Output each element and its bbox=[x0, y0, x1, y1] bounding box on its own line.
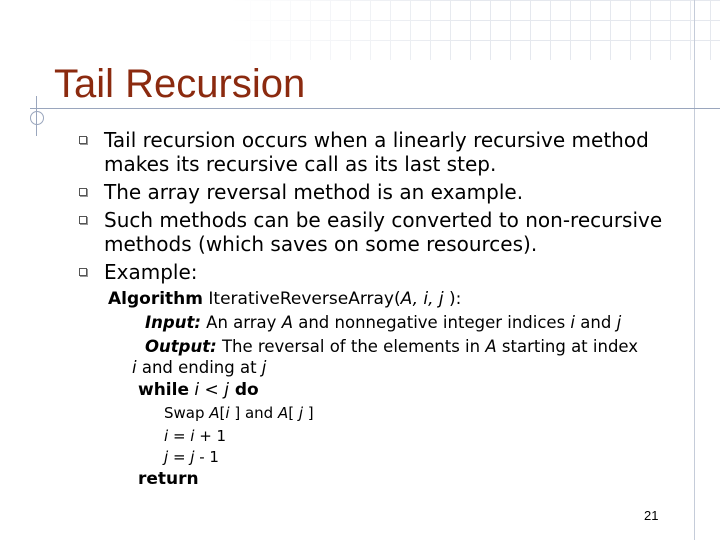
input-text: and nonnegative integer indices bbox=[292, 313, 571, 332]
return-keyword: return bbox=[138, 469, 199, 489]
bullet-text: Example: bbox=[104, 260, 198, 284]
bullet-text: The array reversal method is an example. bbox=[104, 180, 524, 204]
input-label: Input: bbox=[145, 313, 201, 332]
bullet-text: Such methods can be easily converted to non-recursive methods (which saves on some resources). bbox=[104, 208, 663, 256]
increment-var: i bbox=[164, 427, 169, 445]
decrement-var: j bbox=[190, 448, 195, 466]
algorithm-decrement-line bbox=[164, 447, 219, 467]
while-operator: < bbox=[199, 380, 225, 400]
algorithm-output-continued bbox=[132, 358, 266, 378]
decrement-op: = bbox=[168, 448, 191, 466]
square-bullet-icon bbox=[79, 136, 87, 144]
input-var: i bbox=[570, 313, 576, 332]
square-bullet-icon bbox=[79, 188, 87, 196]
decrement-op: - 1 bbox=[194, 448, 219, 466]
do-keyword: do bbox=[228, 380, 259, 400]
title-underline-rule bbox=[30, 108, 720, 109]
output-var: A bbox=[485, 337, 497, 356]
bullet-item bbox=[76, 208, 676, 256]
algorithm-return-line bbox=[138, 469, 199, 489]
output-label: Output: bbox=[145, 337, 217, 356]
output-var: j bbox=[261, 358, 267, 377]
right-vertical-rule bbox=[694, 0, 695, 540]
swap-text: ] bbox=[303, 404, 314, 422]
algorithm-keyword: Algorithm bbox=[108, 289, 203, 309]
output-text: starting at index bbox=[496, 337, 639, 356]
increment-op: = bbox=[168, 427, 191, 445]
crosshair-decoration bbox=[30, 111, 44, 125]
input-text: and bbox=[575, 313, 617, 332]
algorithm-increment-line bbox=[164, 426, 226, 446]
algorithm-while-line bbox=[138, 380, 259, 400]
swap-text: Swap bbox=[164, 404, 210, 422]
algorithm-name: IterativeReverseArray( bbox=[208, 289, 401, 309]
swap-text: [ bbox=[288, 404, 299, 422]
input-text: An array bbox=[200, 313, 282, 332]
square-bullet-icon bbox=[79, 216, 87, 224]
algorithm-header bbox=[108, 289, 461, 309]
while-var: j bbox=[224, 380, 229, 400]
algorithm-input bbox=[145, 313, 621, 333]
background-grid-fade bbox=[230, 0, 470, 60]
output-text: The reversal of the elements in bbox=[216, 337, 486, 356]
swap-var: A bbox=[277, 404, 289, 422]
while-var: i bbox=[194, 380, 200, 400]
swap-text: [ bbox=[219, 404, 226, 422]
bullet-text: Tail recursion occurs when a linearly recursive method makes its recursive call as its last step. bbox=[104, 128, 649, 176]
increment-var: i bbox=[190, 427, 195, 445]
page-number: 21 bbox=[644, 508, 659, 523]
algorithm-close: ): bbox=[443, 289, 462, 309]
while-keyword: while bbox=[138, 380, 189, 400]
bullet-list bbox=[76, 128, 676, 288]
output-var: i bbox=[132, 358, 137, 377]
slide-title: Tail Recursion bbox=[54, 62, 306, 106]
output-text: and ending at bbox=[136, 358, 262, 377]
bullet-item bbox=[76, 260, 676, 284]
swap-text: ] and bbox=[229, 404, 278, 422]
input-var: j bbox=[616, 313, 622, 332]
input-var: A bbox=[281, 313, 293, 332]
increment-op: + 1 bbox=[194, 427, 227, 445]
algorithm-swap-line bbox=[164, 403, 314, 423]
swap-var: i bbox=[225, 404, 230, 422]
bullet-item bbox=[76, 180, 676, 204]
bullet-item bbox=[76, 128, 676, 176]
swap-var: A bbox=[209, 404, 220, 422]
algorithm-params: A, i, j bbox=[400, 289, 444, 309]
swap-var: j bbox=[298, 404, 304, 422]
algorithm-output bbox=[145, 337, 638, 357]
decrement-var: j bbox=[164, 448, 169, 466]
square-bullet-icon bbox=[79, 268, 87, 276]
